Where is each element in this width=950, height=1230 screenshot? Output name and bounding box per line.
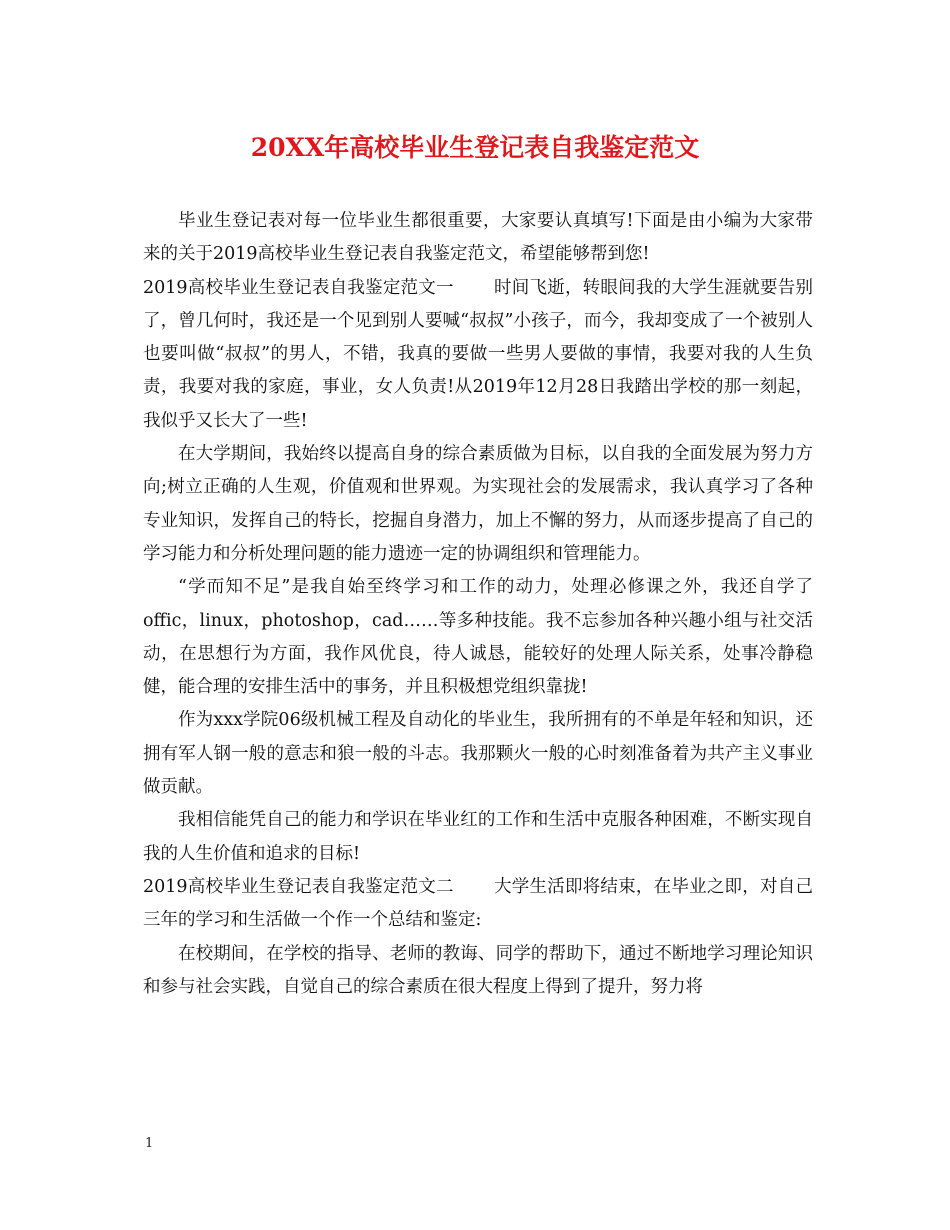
page-number: 1 <box>145 1136 154 1151</box>
paragraph-intro: 毕业生登记表对每一位毕业生都很重要，大家要认真填写!下面是由小编为大家带来的关于2019高校毕业生登记表自我鉴定范文，希望能够帮到您! <box>143 211 813 265</box>
sample-two-heading: 2019高校毕业生登记表自我鉴定范文二 <box>143 876 454 897</box>
paragraph-graduate-identity: 作为xxx学院06级机械工程及自动化的毕业生，我所拥有的不单是年轻和知识，还拥有军人钢一般的意志和狼一般的斗志。我那颗火一般的心时刻准备着为共产主义事业做贡献。 <box>143 710 813 798</box>
document-body <box>143 205 813 1004</box>
paragraph-sample-two <box>143 871 813 938</box>
sample-two-text: 大学生活即将结束，在毕业之即，对自己三年的学习和生活做一个作一个总结和鉴定: <box>143 876 813 931</box>
sample-one-text: 时间飞逝，转眼间我的大学生涯就要告别了，曾几何时，我还是一个见到别人要喊“叔叔”小孩子，而今，我却变成了一个被别人也要叫做“叔叔”的男人，不错，我真的要做一些男人要做的事情，我要对我的人生负责，我要对我的家庭，事业，女人负责!从2019年12月28日我踏出学校的那一刻起，我似乎又长大了一些! <box>143 277 813 431</box>
paragraph-sample-one <box>143 272 813 438</box>
document-title: 20XX年高校毕业生登记表自我鉴定范文 <box>250 133 700 162</box>
paragraph-confidence: 我相信能凭自己的能力和学识在毕业红的工作和生活中克服各种困难，不断实现自我的人生价值和追求的目标! <box>143 810 813 864</box>
sample-one-heading: 2019高校毕业生登记表自我鉴定范文一 <box>143 277 454 298</box>
paragraph-school-period: 在校期间，在学校的指导、老师的教诲、同学的帮助下，通过不断地学习理论知识和参与社会实践，自觉自己的综合素质在很大程度上得到了提升，努力将 <box>143 943 813 997</box>
paragraph-university-goals: 在大学期间，我始终以提高自身的综合素质做为目标，以自我的全面发展为努力方向;树立正确的人生观，价值观和世界观。为实现社会的发展需求，我认真学习了各种专业知识，发挥自己的特长，挖掘自身潜力，加上不懈的努力，从而逐步提高了自己的学习能力和分析处理问题的能力遗迹一定的协调组织和管理能力。 <box>143 444 813 564</box>
paragraph-learning-skills: “学而知不足”是我自始至终学习和工作的动力，处理必修课之外，我还自学了offic，linux，photoshop，cad……等多种技能。我不忘参加各种兴趣小组与社交活动，在思想行为方面，我作风优良，待人诚恳，能较好的处理人际关系，处事冷静稳健，能合理的安排生活中的事务，并且积极想党组织靠拢! <box>143 577 813 698</box>
